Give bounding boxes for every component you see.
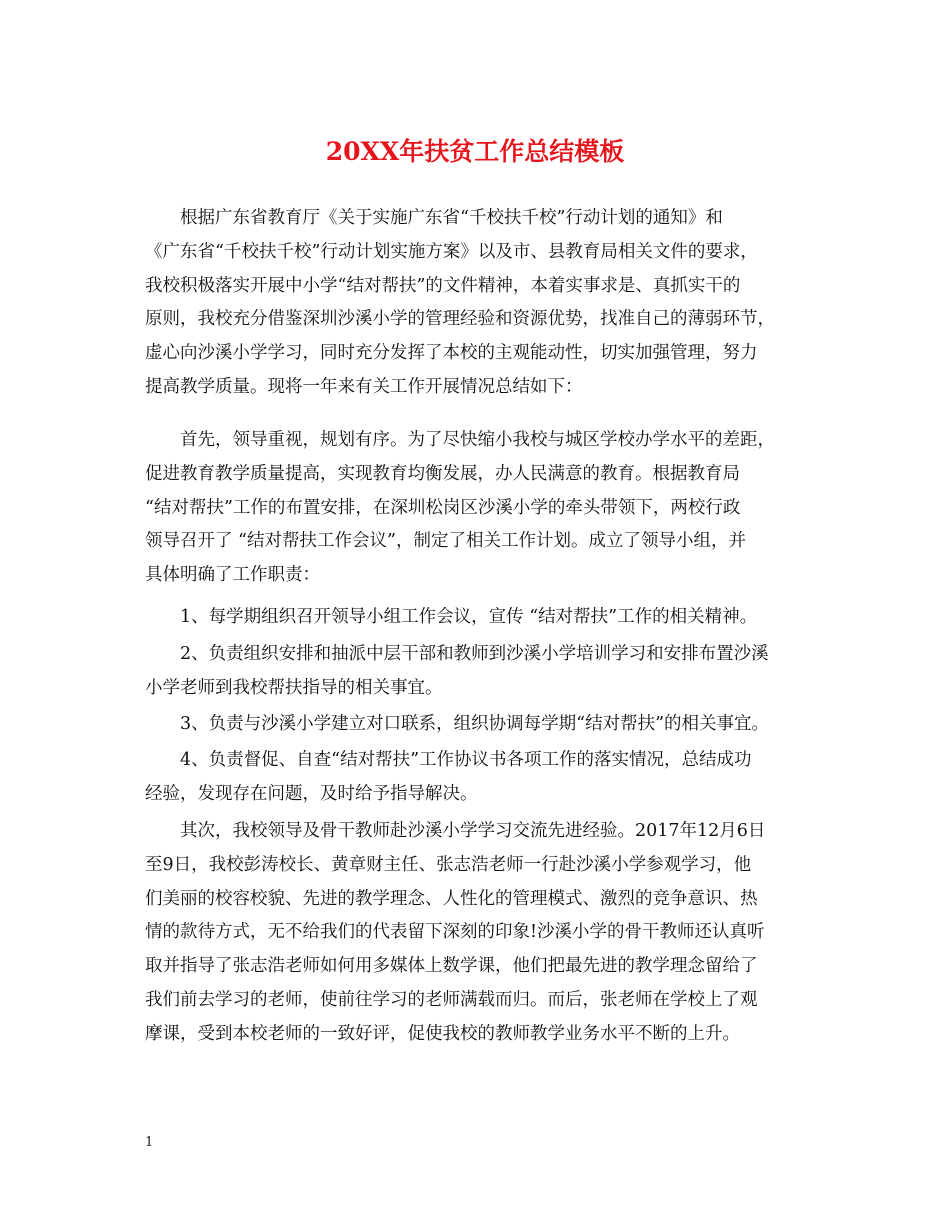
paragraph-line: “结对帮扶”工作的布置安排，在深圳松岗区沙溪小学的牵头带领下，两校行政 <box>145 497 741 518</box>
list-item-4 <box>145 744 815 812</box>
paragraph-line: 其次，我校领导及骨干教师赴沙溪小学学习交流先进经验。2017年12月6日 <box>180 821 766 841</box>
paragraph-line: 取并指导了张志浩老师如何用多媒体上数学课，他们把最先进的教学理念留给了 <box>145 956 758 977</box>
paragraph-line: 们美丽的校容校貌、先进的教学理念、人性化的管理模式、激烈的竞争意识、热 <box>145 888 758 909</box>
paragraph-line: 提高教学质量。现将一年来有关工作开展情况总结如下： <box>145 376 583 397</box>
paragraph-line: 小学老师到我校帮扶指导的相关事宜。 <box>145 677 443 698</box>
paragraph-line: 具体明确了工作职责： <box>145 565 320 586</box>
paragraph-intro <box>145 202 815 405</box>
paragraph-leadership <box>145 424 815 593</box>
list-item-3 <box>145 708 815 742</box>
paragraph-line: 3、负责与沙溪小学建立对口联系，组织协调每学期“结对帮扶”的相关事宜。 <box>180 714 770 734</box>
paragraph-line: 情的款待方式，无不给我们的代表留下深刻的印象!沙溪小学的骨干教师还认真听 <box>145 922 765 943</box>
paragraph-line: 我校积极落实开展中小学“结对帮扶”的文件精神，本着实事求是、真抓实干的 <box>145 275 741 296</box>
paragraph-line: 至9日，我校彭涛校长、黄章财主任、张志浩老师一行赴沙溪小学参观学习，他 <box>145 854 752 875</box>
paragraph-line: 促进教育教学质量提高，实现教育均衡发展，办人民满意的教育。根据教育局 <box>145 463 740 484</box>
paragraph-line: 原则，我校充分借鉴深圳沙溪小学的管理经验和资源优势，找准自己的薄弱环节， <box>145 309 775 330</box>
paragraph-line: 1、每学期组织召开领导小组工作会议，宣传 “结对帮扶”工作的相关精神。 <box>180 607 758 627</box>
paragraph-line: 我们前去学习的老师，使前往学习的老师满载而归。而后，张老师在学校上了观 <box>145 989 758 1010</box>
paragraph-exchange <box>145 815 815 1052</box>
paragraph-line: 领导召开了 “结对帮扶工作会议”，制定了相关工作计划。成立了领导小组，并 <box>145 531 746 552</box>
paragraph-line: 2、负责组织安排和抽派中层干部和教师到沙溪小学培训学习和安排布置沙溪 <box>180 644 769 664</box>
page-number: 1 <box>145 1135 154 1150</box>
paragraph-line: 根据广东省教育厅《关于实施广东省“千校扶千校”行动计划的通知》和 <box>180 208 723 228</box>
paragraph-line: 4、负责督促、自查“结对帮扶”工作协议书各项工作的落实情况，总结成功 <box>180 750 752 770</box>
page-title: 20XX年扶贫工作总结模板 <box>325 137 625 166</box>
list-item-2 <box>145 638 815 706</box>
paragraph-line: 经验，发现存在问题，及时给予指导解决。 <box>145 783 478 804</box>
paragraph-line: 摩课，受到本校老师的一致好评，促使我校的教师教学业务水平不断的上升。 <box>145 1023 740 1044</box>
paragraph-line: 虚心向沙溪小学学习，同时充分发挥了本校的主观能动性，切实加强管理，努力 <box>145 343 758 364</box>
paragraph-line: 首先，领导重视，规划有序。为了尽快缩小我校与城区学校办学水平的差距， <box>180 430 775 450</box>
paragraph-line: 《广东省“千校扶千校”行动计划实施方案》以及市、县教育局相关文件的要求， <box>145 241 758 262</box>
list-item-1 <box>145 601 815 635</box>
